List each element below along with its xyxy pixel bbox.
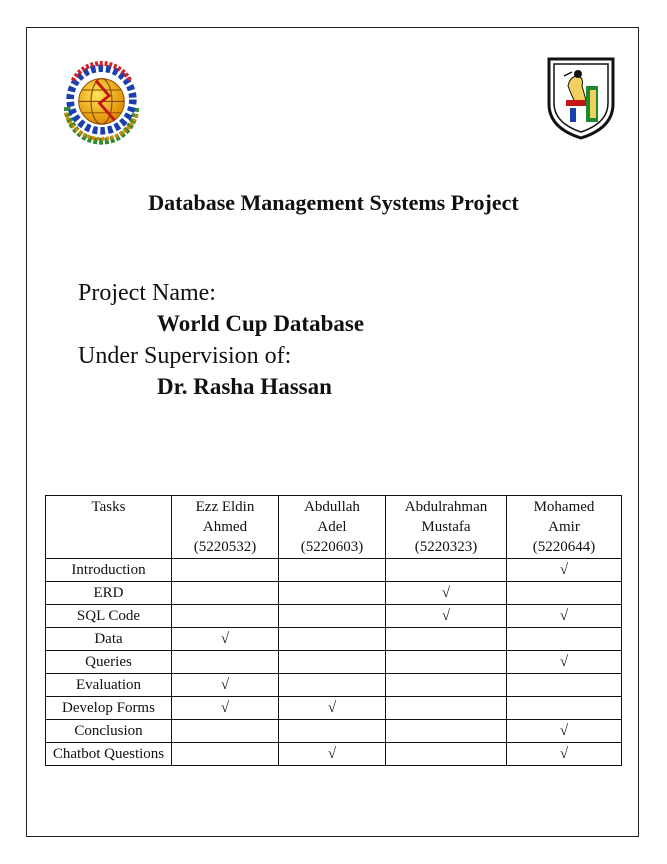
check-cell xyxy=(172,582,279,605)
member-header xyxy=(386,496,507,559)
task-name: Conclusion xyxy=(46,720,172,743)
faculty-logo-icon xyxy=(54,52,149,147)
check-cell xyxy=(386,651,507,674)
check-cell xyxy=(279,674,386,697)
check-cell xyxy=(172,651,279,674)
check-cell: √ xyxy=(386,605,507,628)
task-name: Queries xyxy=(46,651,172,674)
check-cell: √ xyxy=(279,743,386,766)
table-row xyxy=(46,697,622,720)
member-last-name: Amir xyxy=(548,519,580,535)
check-cell xyxy=(172,605,279,628)
task-name: Introduction xyxy=(46,559,172,582)
check-cell: √ xyxy=(507,651,622,674)
member-header xyxy=(279,496,386,559)
member-id: (5220532) xyxy=(193,539,257,555)
check-cell: √ xyxy=(172,697,279,720)
check-cell: √ xyxy=(507,743,622,766)
check-cell: √ xyxy=(507,559,622,582)
check-cell xyxy=(279,582,386,605)
member-last-name: Mustafa xyxy=(421,519,471,535)
tasks-header: Tasks xyxy=(46,496,172,559)
check-cell xyxy=(386,674,507,697)
table-row xyxy=(46,582,622,605)
task-name: Develop Forms xyxy=(46,697,172,720)
check-cell xyxy=(386,743,507,766)
check-cell: √ xyxy=(172,628,279,651)
member-id: (5220644) xyxy=(532,539,596,555)
check-cell xyxy=(279,559,386,582)
check-cell xyxy=(172,743,279,766)
task-name: ERD xyxy=(46,582,172,605)
table-row xyxy=(46,559,622,582)
table-row xyxy=(46,674,622,697)
check-cell xyxy=(386,697,507,720)
check-cell xyxy=(172,559,279,582)
check-cell xyxy=(386,628,507,651)
university-crest-icon xyxy=(546,56,616,140)
member-first-name: Abdullah xyxy=(304,499,360,515)
check-cell xyxy=(386,559,507,582)
member-first-name: Mohamed xyxy=(533,499,595,515)
member-id: (5220323) xyxy=(414,539,478,555)
project-name-value: World Cup Database xyxy=(157,311,365,336)
supervisor-name: Dr. Rasha Hassan xyxy=(157,374,332,399)
check-cell xyxy=(279,651,386,674)
supervision-label: Under Supervision of: xyxy=(78,343,292,369)
check-cell xyxy=(279,720,386,743)
member-header xyxy=(172,496,279,559)
table-row xyxy=(46,743,622,766)
table-header-row xyxy=(46,496,622,559)
check-cell: √ xyxy=(172,674,279,697)
check-cell xyxy=(507,628,622,651)
member-header xyxy=(507,496,622,559)
check-cell xyxy=(279,605,386,628)
check-cell: √ xyxy=(386,582,507,605)
table-row xyxy=(46,628,622,651)
table-row xyxy=(46,720,622,743)
check-cell: √ xyxy=(507,605,622,628)
member-first-name: Abdulrahman xyxy=(404,499,488,515)
project-name-label: Project Name: xyxy=(78,280,216,306)
member-first-name: Ezz Eldin xyxy=(195,499,255,515)
check-cell: √ xyxy=(507,720,622,743)
member-last-name: Adel xyxy=(317,519,347,535)
check-cell xyxy=(507,582,622,605)
member-last-name: Ahmed xyxy=(202,519,248,535)
task-name: Chatbot Questions xyxy=(46,743,172,766)
tasks-table xyxy=(45,495,622,766)
table-row xyxy=(46,651,622,674)
task-name: SQL Code xyxy=(46,605,172,628)
check-cell xyxy=(507,697,622,720)
task-name: Data xyxy=(46,628,172,651)
check-cell xyxy=(507,674,622,697)
member-id: (5220603) xyxy=(300,539,364,555)
check-cell: √ xyxy=(279,697,386,720)
check-cell xyxy=(386,720,507,743)
table-row xyxy=(46,605,622,628)
check-cell xyxy=(172,720,279,743)
task-name: Evaluation xyxy=(46,674,172,697)
project-title: Database Management Systems Project xyxy=(148,190,519,215)
check-cell xyxy=(279,628,386,651)
